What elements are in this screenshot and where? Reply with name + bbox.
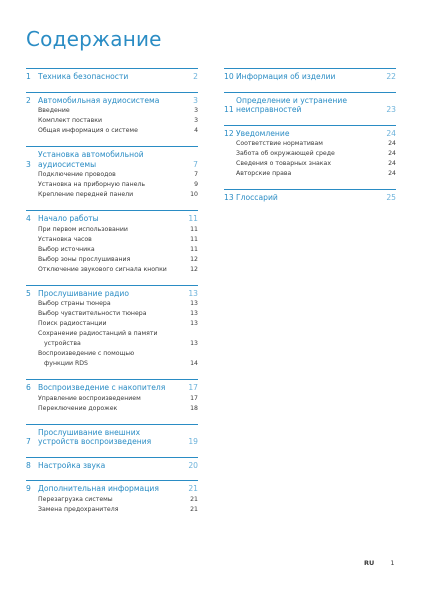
- section-heading-link[interactable]: [26, 428, 198, 447]
- section-page-number: 24: [386, 128, 396, 138]
- entry-title-line: Авторские права: [236, 170, 292, 177]
- toc-entry-link[interactable]: [26, 349, 198, 369]
- toc-section: [224, 68, 396, 82]
- section-number: 5: [26, 288, 31, 298]
- entry-page-number: 13: [190, 340, 198, 347]
- section-title-line: Автомобильная аудиосистема: [38, 95, 160, 105]
- section-number: 13: [224, 193, 234, 202]
- toc-entry-link[interactable]: [26, 404, 198, 414]
- entry-page-number: 7: [194, 171, 198, 178]
- toc-entry-link[interactable]: [26, 505, 198, 515]
- entry-title: [38, 495, 182, 505]
- toc-entry-link[interactable]: [26, 190, 198, 200]
- toc-entry-link[interactable]: [26, 245, 198, 255]
- toc-section: [224, 92, 396, 115]
- entry-title: [38, 190, 182, 200]
- entry-title: [38, 299, 182, 309]
- entry-title: [38, 106, 182, 116]
- entry-page-number: 24: [388, 170, 396, 177]
- section-title-line: Настройка звука: [38, 460, 106, 470]
- entry-title-line: Выбор чувствительности тюнера: [38, 310, 147, 317]
- section-page-number: 23: [386, 105, 396, 114]
- entry-page-number: 12: [190, 255, 198, 263]
- section-title: [236, 193, 380, 203]
- entry-title-line: Общая информация о системе: [38, 127, 138, 134]
- section-title: [236, 96, 380, 115]
- entry-page-number: 3: [194, 117, 198, 124]
- entry-title: [38, 329, 182, 349]
- toc-entry-link[interactable]: [26, 265, 198, 275]
- entry-title-line: Отключение звукового сигнала кнопки: [38, 265, 167, 273]
- section-title-line: устройств воспроизведения: [38, 437, 152, 446]
- section-heading-link[interactable]: [224, 129, 396, 139]
- section-number: 10: [224, 72, 234, 81]
- toc-entry-link[interactable]: [26, 126, 198, 136]
- entry-title-line: Поиск радиостанции: [38, 320, 107, 327]
- entry-title: [38, 170, 182, 180]
- section-page-number: 19: [188, 437, 198, 446]
- section-title: [38, 461, 182, 471]
- entry-page-number: 21: [190, 495, 198, 503]
- section-number: 12: [224, 128, 234, 138]
- section-title-line: Прослушивание радио: [38, 288, 130, 298]
- section-title: [38, 428, 182, 447]
- entry-page-number: 11: [190, 235, 198, 243]
- toc-entry-link[interactable]: [26, 299, 198, 309]
- section-title: [38, 150, 182, 169]
- toc-left-column: [26, 68, 198, 525]
- entry-page-number: 12: [190, 265, 198, 273]
- section-title: [236, 129, 380, 139]
- section-title-line: Информация об изделии: [236, 72, 336, 81]
- entry-title: [38, 235, 182, 245]
- toc-entry-link[interactable]: [26, 180, 198, 190]
- toc-entry-link[interactable]: [224, 139, 396, 149]
- entry-title: [38, 116, 182, 126]
- toc-entry-link[interactable]: [26, 319, 198, 329]
- toc-entry-link[interactable]: [224, 169, 396, 179]
- entry-page-number: 4: [194, 127, 198, 134]
- section-heading-link[interactable]: [26, 72, 198, 82]
- toc-entry-link[interactable]: [26, 235, 198, 245]
- section-title-line: Уведомление: [236, 128, 290, 138]
- entry-title-line: При первом использовании: [38, 225, 128, 233]
- entry-title: [38, 245, 182, 255]
- entry-title-line: Выбор источника: [38, 245, 95, 253]
- section-page-number: 21: [188, 484, 198, 493]
- entry-title-line: Соответствие нормативам: [236, 140, 323, 147]
- entry-title-line: Перезагрузка системы: [38, 495, 113, 503]
- section-heading-link[interactable]: [26, 484, 198, 494]
- toc-entry-link[interactable]: [26, 309, 198, 319]
- entry-title-line: Введение: [38, 107, 70, 114]
- page-number: 1: [390, 559, 395, 567]
- entry-title: [38, 126, 182, 136]
- entry-title-line: Сведения о товарных знаках: [236, 160, 331, 167]
- section-page-number: 11: [188, 214, 198, 223]
- section-title-line: Установка автомобильной: [38, 150, 144, 159]
- section-heading-link[interactable]: [224, 96, 396, 115]
- section-title-line: неисправностей: [236, 105, 302, 114]
- entry-title-line: Управление воспроизведением: [38, 394, 141, 402]
- section-title: [38, 72, 182, 82]
- section-title: [38, 289, 182, 299]
- entry-title-line: Переключение дорожек: [38, 404, 118, 412]
- entry-title: [38, 404, 182, 414]
- section-title: [38, 383, 182, 393]
- section-page-number: 2: [193, 72, 198, 81]
- section-title-line: Техника безопасности: [38, 72, 129, 81]
- entry-title: [38, 255, 182, 265]
- section-title-line: Воспроизведение с накопителя: [38, 383, 166, 392]
- toc-section: [26, 146, 198, 200]
- section-title-line: Прослушивание внешних: [38, 427, 141, 437]
- entry-title: [236, 169, 380, 179]
- entry-title-line: Установка часов: [38, 235, 92, 243]
- entry-page-number: 24: [388, 140, 396, 147]
- section-number: 6: [26, 383, 31, 392]
- entry-title: [38, 225, 182, 235]
- toc-entry-link[interactable]: [224, 149, 396, 159]
- section-number: 7: [26, 437, 31, 446]
- section-title: [38, 214, 182, 224]
- toc-entry-link[interactable]: [26, 255, 198, 265]
- section-heading-link[interactable]: [26, 96, 198, 106]
- entry-title: [236, 159, 380, 169]
- language-label: RU: [364, 559, 375, 567]
- entry-page-number: 13: [190, 320, 198, 327]
- section-number: 8: [26, 460, 31, 470]
- entry-page-number: 24: [388, 150, 396, 157]
- section-heading-link[interactable]: [224, 193, 396, 203]
- entry-page-number: 17: [190, 394, 198, 402]
- entry-page-number: 24: [388, 160, 396, 167]
- section-heading-link[interactable]: [26, 214, 198, 224]
- toc-entry-link[interactable]: [26, 106, 198, 116]
- section-title-line: Определение и устранение: [236, 95, 347, 105]
- toc-section: [26, 379, 198, 414]
- entry-page-number: 21: [190, 505, 198, 513]
- toc-entry-link[interactable]: [26, 495, 198, 505]
- entry-page-number: 9: [194, 181, 198, 188]
- section-page-number: 22: [386, 72, 396, 81]
- toc-entry-link[interactable]: [26, 329, 198, 349]
- toc-entry-link[interactable]: [26, 170, 198, 180]
- entry-title: [38, 505, 182, 515]
- entry-title-line: Крепление передней панели: [38, 191, 134, 198]
- section-heading-link[interactable]: [26, 461, 198, 471]
- section-title-line: Дополнительная информация: [38, 484, 159, 493]
- entry-title-line: Замена предохранителя: [38, 505, 119, 513]
- toc-section: [224, 189, 396, 203]
- entry-page-number: 11: [190, 245, 198, 253]
- entry-title: [236, 149, 380, 159]
- page-title: Содержание: [26, 27, 162, 51]
- entry-title: [38, 265, 182, 275]
- toc-section: [26, 285, 198, 370]
- entry-title-line: Комплект поставки: [38, 117, 102, 124]
- entry-page-number: 14: [190, 360, 198, 367]
- toc-section: [26, 68, 198, 82]
- toc-section: [26, 457, 198, 471]
- entry-title-line: Выбор зоны прослушивания: [38, 255, 131, 263]
- entry-page-number: 13: [190, 300, 198, 307]
- section-number: 9: [26, 484, 31, 493]
- entry-title-line: Воспроизведение с помощью: [38, 350, 135, 357]
- section-number: 3: [26, 159, 31, 169]
- section-title-line: Начало работы: [38, 214, 99, 223]
- entry-page-number: 11: [190, 225, 198, 233]
- toc-section: [26, 424, 198, 447]
- section-title: [38, 96, 182, 106]
- toc-section: [26, 210, 198, 275]
- toc-right-column: [224, 68, 396, 213]
- section-title: [38, 484, 182, 494]
- entry-title: [38, 319, 182, 329]
- entry-page-number: 10: [190, 191, 198, 198]
- entry-title-line: Забота об окружающей среде: [236, 150, 335, 157]
- entry-title-line: Сохранение радиостанций в памяти: [38, 330, 158, 337]
- entry-title-line: устройства: [44, 340, 81, 347]
- section-title: [236, 72, 380, 82]
- entry-title: [38, 394, 182, 404]
- entry-title-line: Подключение проводов: [38, 171, 116, 178]
- section-page-number: 17: [188, 383, 198, 392]
- toc-entry-link[interactable]: [224, 159, 396, 169]
- section-title-line: аудиосистемы: [38, 159, 97, 169]
- toc-section: [224, 125, 396, 180]
- section-number: 1: [26, 72, 31, 81]
- section-heading-link[interactable]: [26, 289, 198, 299]
- entry-title: [38, 349, 182, 369]
- toc-entry-link[interactable]: [26, 225, 198, 235]
- section-heading-link[interactable]: [26, 150, 198, 169]
- entry-title-line: функции RDS: [44, 360, 88, 367]
- section-number: 2: [26, 95, 31, 105]
- toc-entry-link[interactable]: [26, 116, 198, 126]
- section-heading-link[interactable]: [26, 383, 198, 393]
- entry-title-line: Выбор страны тюнера: [38, 300, 111, 307]
- section-page-number: 20: [188, 460, 198, 470]
- section-page-number: 25: [386, 193, 396, 202]
- section-page-number: 7: [193, 159, 198, 169]
- entry-title-line: Установка на приборную панель: [38, 181, 146, 188]
- section-heading-link[interactable]: [224, 72, 396, 82]
- entry-page-number: 3: [194, 107, 198, 114]
- entry-page-number: 18: [190, 404, 198, 412]
- section-number: 11: [224, 105, 234, 114]
- toc-section: [26, 92, 198, 137]
- entry-title: [38, 180, 182, 190]
- section-page-number: 13: [188, 288, 198, 298]
- entry-title: [38, 309, 182, 319]
- page-footer: [364, 559, 395, 567]
- section-number: 4: [26, 214, 31, 223]
- section-page-number: 3: [193, 95, 198, 105]
- entry-title: [236, 139, 380, 149]
- section-title-line: Глоссарий: [236, 193, 278, 202]
- toc-section: [26, 480, 198, 515]
- toc-entry-link[interactable]: [26, 394, 198, 404]
- entry-page-number: 13: [190, 310, 198, 317]
